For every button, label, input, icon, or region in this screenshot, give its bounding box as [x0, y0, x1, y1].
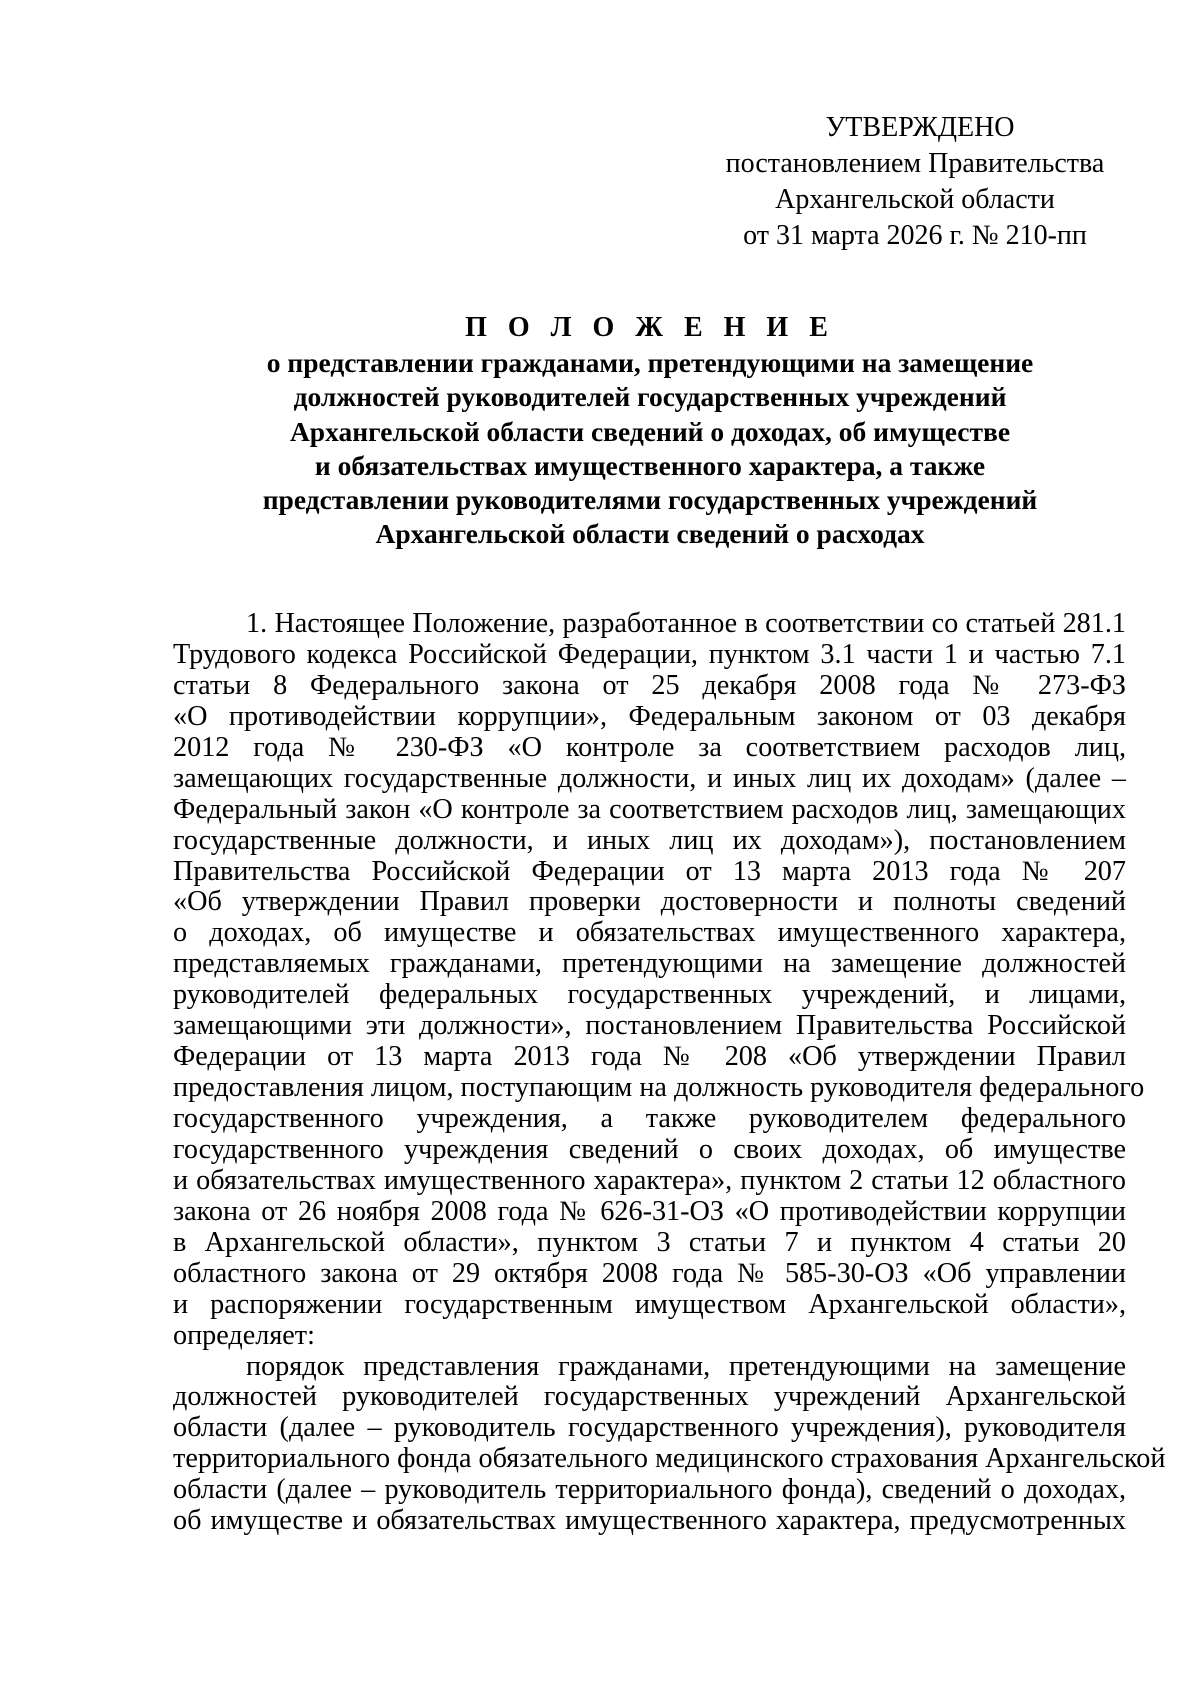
subtitle-line: должностей руководителей государственных учреждений [293, 381, 1007, 413]
body-line: 1. Настоящее Положение, разработанное в соответствии со статьей 281.1 [246, 608, 1126, 639]
document-body [173, 608, 1166, 1537]
subtitle-line: представлении руководителями государственных учреждений [262, 484, 1038, 516]
body-line: территориального фонда обязательного медицинского страхования Архангельской [173, 1443, 1166, 1475]
body-line: области (далее – руководитель государственного учреждения), руководителя [173, 1412, 1126, 1444]
approval-authority: постановлением Правительства [725, 148, 1105, 179]
approval-region: Архангельской области [775, 184, 1055, 215]
approval-stamp [700, 110, 1130, 254]
paragraph-2 [173, 1350, 1166, 1538]
body-line: замещающих государственные должности, и иных лиц их доходам» (далее – [173, 762, 1126, 794]
body-line: и распоряжении государственным имуществом Архангельской области», [173, 1288, 1126, 1320]
body-line: закона от 26 ноября 2008 года № 626-31-ОЗ «О противодействии коррупции [173, 1195, 1126, 1227]
body-line: Федерации от 13 марта 2013 года № 208 «Об утверждении Правил [173, 1041, 1126, 1073]
subtitle-line: о представлении гражданами, претендующими на замещение [266, 347, 1034, 378]
body-line: замещающими эти должности», постановлением Правительства Российской [173, 1010, 1126, 1042]
approval-date-number: от 31 марта 2026 г. № 210-пп [743, 220, 1087, 251]
body-line: об имуществе и обязательствах имущественного характера, предусмотренных [173, 1505, 1126, 1537]
body-line: в Архангельской области», пунктом 3 статьи 7 и пунктом 4 статьи 20 [173, 1226, 1126, 1258]
approval-heading: УТВЕРЖДЕНО [825, 112, 1015, 143]
body-line: государственного учреждения, а также руководителем федерального [173, 1103, 1126, 1134]
body-line: руководителей федеральных государственных учреждений, и лицами, [173, 979, 1126, 1011]
body-line: Федеральный закон «О контроле за соответствием расходов лиц, замещающих [173, 793, 1126, 825]
document-title-block [180, 310, 1120, 552]
body-line: государственного учреждения сведений о своих доходах, об имуществе [173, 1133, 1126, 1165]
paragraph-1 [173, 608, 1145, 1352]
body-line: Трудового кодекса Российской Федерации, пунктом 3.1 части 1 и частью 7.1 [173, 638, 1126, 670]
document-subtitle [180, 346, 1120, 552]
body-line: 2012 года № 230-ФЗ «О контроле за соответствием расходов лиц, [173, 731, 1126, 763]
body-line: представляемых гражданами, претендующими на замещение должностей [173, 948, 1126, 980]
body-line: должностей руководителей государственных учреждений Архангельской [173, 1381, 1126, 1413]
body-line: о доходах, об имуществе и обязательствах имущественного характера, [173, 917, 1126, 949]
body-line: области (далее – руководитель территориального фонда), сведений о доходах, [173, 1474, 1126, 1506]
body-line: предоставления лицом, поступающим на должность руководителя федерального [173, 1072, 1145, 1104]
body-line: «Об утверждении Правил проверки достоверности и полноты сведений [173, 886, 1126, 918]
body-line: «О противодействии коррупции», Федеральным законом от 03 декабря [173, 700, 1126, 732]
body-line: Правительства Российской Федерации от 13 марта 2013 года № 207 [173, 855, 1126, 887]
subtitle-line: Архангельской области сведений о расходах [375, 518, 925, 550]
body-line: порядок представления гражданами, претендующими на замещение [246, 1350, 1126, 1382]
subtitle-line: Архангельской области сведений о доходах, об имуществе [289, 415, 1011, 447]
body-line: статьи 8 Федерального закона от 25 декабря 2008 года № 273-ФЗ [173, 669, 1126, 701]
body-line: государственные должности, и иных лиц их доходам»), постановлением [173, 824, 1126, 856]
document-title: П О Л О Ж Е Н И Е [465, 312, 835, 343]
body-line: и обязательствах имущественного характера», пунктом 2 статьи 12 областного [173, 1164, 1126, 1196]
subtitle-line: и обязательствах имущественного характера, а также [314, 449, 986, 481]
body-line: областного закона от 29 октября 2008 года № 585-30-ОЗ «Об управлении [173, 1257, 1126, 1289]
body-line: определяет: [173, 1319, 315, 1351]
